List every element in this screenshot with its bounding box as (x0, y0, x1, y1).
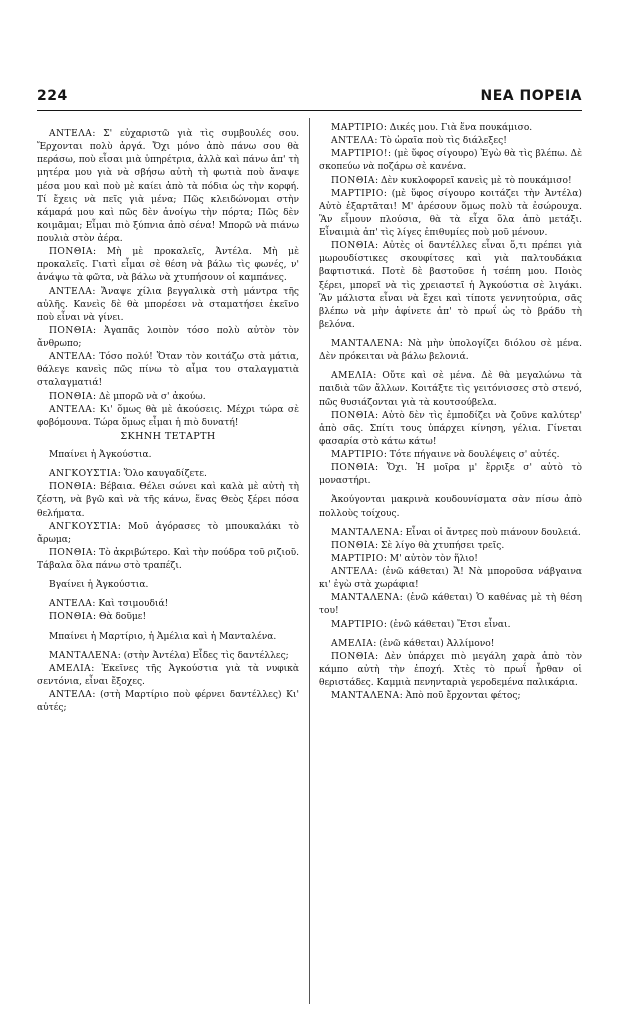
line-text: Τόσο πολύ! Ὅταν τὸν κοιτάζω στὰ μάτια, θάλεγε κανεὶς πῶς πίνω τὸ αἷμα του σταλαγματιὰ σταλαγματιά! (37, 352, 299, 389)
line-text: Αὐτὲς οἱ δαντέλλες εἶναι ὅ,τι πρέπει γιὰ μωρουδίστικες σκουφίτσες καὶ γιὰ παλτουδάκια βαφτιστικά. Ποτὲ δὲ βαστοῦσε ἡ τσέπη μου. Ποιὸς ξέρει, μπορεῖ νὰ τὶς χρειαστεῖ ἡ Ἀγκούστια σὲ λιγάκι. Ἂν μάλιστα εἶναι νὰ ἔχει καὶ τίποτε γεννητούρια, σᾶς βλέπω νὰ μὴν ἀφίνετε ἀπ' τὸ πρωΐ ὡς τὸ βράδυ τὴ βελόνα. (319, 241, 582, 330)
dialogue-line: ΠΟΝΘΙΑ: Αὐτὲς οἱ δαντέλλες εἶναι ὅ,τι πρέπει γιὰ μωρουδίστικες σκουφίτσες καὶ γιὰ παλτουδάκια βαφτιστικά. Ποτὲ δὲ βαστοῦσε ἡ τσέπη μου. Ποιὸς ξέρει, μπορεῖ νὰ τὶς χρειαστεῖ ἡ Ἀγκούστια σὲ λιγάκι. Ἂν μάλιστα εἶναι νὰ ἔχει καὶ τίποτε γεννητούρια, σᾶς βλέπω νὰ μὴν ἀφίνετε ἀπ' τὸ πρωΐ ὡς τὸ βράδυ τὴ βελόνα. (319, 241, 582, 330)
line-text: Οὔτε καὶ σὲ μένα. Δὲ θὰ μεγαλώνω τὰ παιδιὰ τῶν ἄλλων. Κοιτάξτε τὶς γειτόνισσες στὸ στενό, πῶς θυσιάζονται γιὰ τὰ κουτσούβελα. (319, 371, 582, 408)
dialogue-line: ΜΑΡΤΙΡΙΟ: Μ' αὐτὸν τὸν ἥλιο! (331, 553, 478, 564)
speaker-name: ΜΑΝΤΑΛΕΝΑ (49, 650, 118, 661)
line-text: Ἐκεῖνες τῆς Ἀγκούστια γιὰ τὰ νυφικὰ σεντόνια, εἶναι ἔξοχες. (37, 663, 299, 687)
speaker-name: ΠΟΝΘΙΑ (49, 247, 93, 258)
line-text: (ἐνῶ κάθεται) Ἀλλίμονο! (379, 638, 495, 649)
line-text: Δὲν κυκλοφορεῖ κανεὶς μὲ τὸ πουκάμισο! (380, 175, 572, 186)
line-text: Δὲ μπορῶ νὰ σ' ἀκούω. (98, 391, 206, 402)
dialogue-line: ΑΝΤΕΛΑ: (ἐνῶ κάθεται) Ἄ! Νὰ μποροῦσα νάβγαινα κι' ἐγὼ στὰ χωράφια! (319, 567, 582, 591)
scene-title: ΣΚΗΝΗ ΤΕΤΑΡΤΗ (120, 430, 216, 442)
line-text: Βέβαια. Θέλει σώνει καὶ καλὰ μὲ αὐτὴ τὴ ζέστη, νὰ βγῶ καὶ νὰ τῆς κάνω, ἕνας Θεὸς ξέρει πόσα θελήματα. (37, 482, 299, 519)
dialogue-line: ΠΟΝΘΙΑ: Αὐτὸ δὲν τὶς ἐμποδίζει νὰ ζοῦνε καλύτερ' ἀπὸ σᾶς. Σπίτι τους ὑπάρχει κίνηση, γέλια. Γίνεται φασαρία στὸ κάτω κάτω! (319, 410, 582, 447)
speaker-name: ΜΑΝΤΑΛΕΝΑ (331, 691, 400, 702)
speaker-name: ΑΝΓΚΟΥΣΤΙΑ (49, 469, 118, 480)
stage-direction: Βγαίνει ἡ Ἀγκούστια. (49, 580, 149, 591)
speaker-name: ΠΟΝΘΙΑ (331, 540, 375, 551)
speaker-name: ΜΑΝΤΑΛΕΝΑ (331, 527, 400, 538)
speaker-name: ΠΟΝΘΙΑ (331, 651, 375, 662)
speaker-name: ΑΝΤΕΛΑ (49, 404, 93, 415)
speaker-name: ΑΝΤΕΛΑ (49, 690, 93, 700)
line-text: (ἐνῶ κάθεται) Ἄ! Νὰ μποροῦσα νάβγαινα κι' ἐγὼ στὰ χωράφια! (319, 567, 582, 591)
left-column (37, 122, 299, 1002)
speaker-name: ΠΟΝΘΙΑ (49, 612, 93, 623)
dialogue-line: ΠΟΝΘΙΑ: Θὰ δοῦμε! (49, 612, 147, 623)
line-text: Μ' αὐτὸν τὸν ἥλιο! (389, 553, 478, 564)
speaker-name: ΑΜΕΛΙΑ (331, 371, 374, 382)
dialogue-line: ΜΑΝΤΑΛΕΝΑ: (στὴν Ἀντέλα) Εἶδες τὶς δαντέλλες; (49, 650, 289, 661)
speaker-name: ΠΟΝΘΙΑ (331, 410, 375, 421)
dialogue-line: ΑΝΤΕΛΑ: (στὴ Μαρτίριο ποὺ φέρνει δαντέλλες) Κι' αὐτές; (37, 690, 299, 714)
line-text: (ἐνῶ κάθεται) Ἔτσι εἶναι. (389, 619, 511, 630)
dialogue-line: ΑΝΤΕΛΑ: Ἄναψε χίλια βεγγαλικὰ στὴ μάντρα τῆς αὐλῆς. Κανεὶς δὲ θὰ μπορέσει νὰ σταματήσει ἐκεῖνο ποὺ εἶναι νὰ γίνει. (37, 286, 299, 323)
line-text: Σ' εὐχαριστῶ γιὰ τὶς συμβουλές σου. Ἔρχονται πολὺ ἀργά. Ὄχι μόνο ἀπὸ πάνω σου θὰ περάσω, ποὺ εἶσαι μιὰ ὑπηρέτρια, ἀλλὰ καὶ πάνω ἀπ' τὴ μητέρα μου γιὰ νὰ σβήσω αὐτὴ τὴ φωτιὰ ποὺ ἄναψε μέσα μου καὶ ποὺ μὲ καίει ἀπὸ τὰ πόδια ὡς τὴν κορφή. Τί ἔχεις νὰ πεῖς γιὰ μένα; Πῶς κλειδώνομαι στὴν κάμαρά μου καὶ πῶς δὲν ἀνοίγω τὴν πόρτα; Πῶς δὲν κοιμᾶμαι; Εἶμαι πιὸ ξύπνια ἀπὸ σένα! Μπορῶ νὰ πιάνω πουλιὰ στὸν ἀέρα. (37, 129, 299, 244)
dialogue-line: ΜΑΝΤΑΛΕΝΑ: Εἶναι οἱ ἄντρες ποὺ πιάνουν δουλειά. (331, 527, 581, 538)
speaker-name: ΜΑΡΤΙΡΙΟ (331, 123, 384, 133)
dialogue-line: ΠΟΝΘΙΑ: Δὲν κυκλοφορεῖ κανεὶς μὲ τὸ πουκάμισο! (331, 175, 572, 186)
dialogue-line: ΜΑΡΤΙΡΙΟ: Τότε πήγαινε νὰ δουλέψεις σ' αὐτές. (331, 450, 560, 460)
dialogue-line: ΠΟΝΘΙΑ: Δὲ μπορῶ νὰ σ' ἀκούω. (49, 391, 206, 402)
stage-direction: Μπαίνει ἡ Μαρτίριο, ἡ Ἀμέλια καὶ ἡ Μανταλένα. (49, 631, 277, 642)
dialogue-line: ΠΟΝΘΙΑ: Δὲν ὑπάρχει πιὸ μεγάλη χαρὰ ἀπὸ τὸν κάμπο αὐτὴ τὴν ἐποχή. Χτὲς τὸ πρωΐ ἦρθαν οἱ θεριστάδες. Καμμιὰ πενηνταριὰ γεροδεμένα παλικάρια. (319, 651, 582, 688)
header-rule (37, 110, 582, 111)
line-text: Ἀγαπᾶς λοιπὸν τόσο πολὺ αὐτὸν τὸν ἄνθρωπο; (37, 325, 299, 349)
dialogue-line: ΑΜΕΛΙΑ: (ἐνῶ κάθεται) Ἀλλίμονο! (331, 638, 495, 649)
speaker-name: ΠΟΝΘΙΑ (49, 391, 93, 402)
line-text: Νὰ μὴν ὑπολογίζει διόλου σὲ μένα. Δὲν πρόκειται νὰ βάλω βελονιά. (319, 339, 582, 363)
dialogue-line: ΠΟΝΘΙΑ: Ἀγαπᾶς λοιπὸν τόσο πολὺ αὐτὸν τὸν ἄνθρωπο; (37, 325, 299, 349)
line-text: Δικές μου. Γιὰ ἕνα πουκάμισο. (389, 123, 533, 133)
line-text: Θὰ δοῦμε! (98, 612, 147, 623)
speaker-name: ΜΑΡΤΙΡΙΟ (331, 450, 384, 460)
line-text: Κι' ὅμως θὰ μὲ ἀκούσεις. Μέχρι τώρα σὲ φοβόμουνα. Τώρα ὅμως εἶμαι ἡ πιὸ δυνατή! (37, 404, 299, 428)
speaker-name: ΠΟΝΘΙΑ (49, 325, 93, 336)
speaker-name: ΠΟΝΘΙΑ (331, 241, 375, 252)
dialogue-line: ΑΜΕΛΙΑ: Ἐκεῖνες τῆς Ἀγκούστια γιὰ τὰ νυφικὰ σεντόνια, εἶναι ἔξοχες. (37, 663, 299, 687)
dialogue-line: ΑΝΓΚΟΥΣΤΙΑ: Μοῦ ἀγόρασες τὸ μπουκαλάκι τὸ ἄρωμα; (37, 521, 299, 545)
line-text: Ὄχι. Ἡ μοῖρα μ' ἔρριξε σ' αὐτὸ τὸ μοναστήρι. (319, 463, 582, 487)
line-text: Τὸ ὡραῖα ποὺ τὶς διάλεξες! (380, 136, 507, 147)
line-text: Τότε πήγαινε νὰ δουλέψεις σ' αὐτές. (389, 450, 560, 460)
dialogue-line: ΜΑΡΤΙΡΙΟ: Δικές μου. Γιὰ ἕνα πουκάμισο. (331, 123, 533, 133)
dialogue-line: ΑΜΕΛΙΑ: Οὔτε καὶ σὲ μένα. Δὲ θὰ μεγαλώνω τὰ παιδιὰ τῶν ἄλλων. Κοιτάξτε τὶς γειτόνισσες στὸ στενό, πῶς θυσιάζονται γιὰ τὰ κουτσούβελα. (319, 371, 582, 408)
dialogue-line: ΜΑΝΤΑΛΕΝΑ: (ἐνῶ κάθεται) Ὁ καθένας μὲ τὴ θέση του! (319, 593, 582, 617)
dialogue-line: ΑΝΤΕΛΑ: Καὶ τσιμουδιά! (49, 599, 169, 610)
line-text: Τὸ ἀκριβώτερο. Καὶ τὴν πούδρα τοῦ ριζιοῦ. Τάβαλα ὅλα πάνω στὸ τραπέζι. (37, 547, 299, 571)
speaker-name: ΑΜΕΛΙΑ (49, 663, 92, 674)
speaker-name: ΠΟΝΘΙΑ (331, 463, 375, 474)
speaker-name: ΜΑΡΤΙΡΙΟ (331, 553, 384, 564)
line-text: Ὅλο καυγαδίζετε. (123, 469, 207, 480)
dialogue-line: ΜΑΡΤΙΡΙΟ: (ἐνῶ κάθεται) Ἔτσι εἶναι. (331, 619, 511, 630)
speaker-name: ΠΟΝΘΙΑ (49, 482, 93, 493)
line-text: Εἶναι οἱ ἄντρες ποὺ πιάνουν δουλειά. (405, 527, 581, 538)
speaker-name: ΑΝΤΕΛΑ (331, 136, 375, 147)
dialogue-line: ΑΝΤΕΛΑ: Τὸ ὡραῖα ποὺ τὶς διάλεξες! (331, 136, 507, 147)
dialogue-line: ΜΑΝΤΑΛΕΝΑ: Ἀπὸ ποῦ ἔρχονται φέτος; (331, 691, 521, 702)
dialogue-line: ΑΝΤΕΛΑ: Κι' ὅμως θὰ μὲ ἀκούσεις. Μέχρι τώρα σὲ φοβόμουνα. Τώρα ὅμως εἶμαι ἡ πιὸ δυνατή! (37, 404, 299, 428)
dialogue-line: ΠΟΝΘΙΑ: Βέβαια. Θέλει σώνει καὶ καλὰ μὲ αὐτὴ τὴ ζέστη, νὰ βγῶ καὶ νὰ τῆς κάνω, ἕνας Θεὸς ξέρει πόσα θελήματα. (37, 482, 299, 519)
line-text: (στὴν Ἀντέλα) Εἶδες τὶς δαντέλλες; (123, 650, 289, 661)
speaker-name: ΑΝΤΕΛΑ (49, 129, 93, 139)
speaker-name: ΜΑΡΤΙΡΙΟ! (331, 149, 388, 160)
line-text: Ἀπὸ ποῦ ἔρχονται φέτος; (405, 691, 521, 702)
page-number: 224 (37, 88, 68, 104)
speaker-name: ΠΟΝΘΙΑ (49, 547, 93, 558)
speaker-name: ΑΝΤΕΛΑ (49, 599, 93, 610)
line-text: Αὐτὸ δὲν τὶς ἐμποδίζει νὰ ζοῦνε καλύτερ' ἀπὸ σᾶς. Σπίτι τους ὑπάρχει κίνηση, γέλια. Γίνεται φασαρία στὸ κάτω κάτω! (319, 410, 582, 447)
speaker-name: ΠΟΝΘΙΑ (331, 175, 375, 186)
speaker-name: ΑΝΤΕΛΑ (49, 352, 93, 363)
dialogue-line: ΑΝΓΚΟΥΣΤΙΑ: Ὅλο καυγαδίζετε. (49, 469, 207, 480)
line-text: (στὴ Μαρτίριο ποὺ φέρνει δαντέλλες) Κι' αὐτές; (37, 690, 299, 714)
line-text: (μὲ ὕφος σίγουρο) Ἐγὼ θὰ τὶς βλέπω. Δὲ σκοπεύω νὰ ποζάρω σὲ κανένα. (319, 149, 582, 173)
running-head (37, 88, 582, 104)
line-text: Ἄναψε χίλια βεγγαλικὰ στὴ μάντρα τῆς αὐλῆς. Κανεὶς δὲ θὰ μπορέσει νὰ σταματήσει ἐκεῖνο ποὺ εἶναι νὰ γίνει. (37, 286, 299, 323)
dialogue-line: ΜΑΡΤΙΡΙΟ: (μὲ ὕφος σίγουρο κοιτάζει τὴν Ἀντέλα) Αὐτὸ ἐξαρτᾶται! Μ' ἀρέσουν ὅμως πολὺ τὰ ἐσώρουχα. Ἂν εἶμουν πλούσια, θὰ τὰ εἶχα ὅλα ἀπὸ μετάξι. Εἶναιμιὰ ἀπ' τὶς λίγες ἐπιθυμίες ποὺ μοῦ μένουν. (319, 188, 582, 238)
dialogue-line: ΑΝΤΕΛΑ: Σ' εὐχαριστῶ γιὰ τὶς συμβουλές σου. Ἔρχονται πολὺ ἀργά. Ὄχι μόνο ἀπὸ πάνω σου θὰ περάσω, ποὺ εἶσαι μιὰ ὑπηρέτρια, ἀλλὰ καὶ πάνω ἀπ' τὴ μητέρα μου γιὰ νὰ σβήσω αὐτὴ τὴ φωτιὰ ποὺ ἄναψε μέσα μου καὶ ποὺ μὲ καίει ἀπὸ τὰ πόδια ὡς τὴν κορφή. Τί ἔχεις νὰ πεῖς γιὰ μένα; Πῶς κλειδώνομαι στὴν κάμαρά μου καὶ πῶς δὲν ἀνοίγω τὴν πόρτα; Πῶς δὲν κοιμᾶμαι; Εἶμαι πιὸ ξύπνια ἀπὸ σένα! Μπορῶ νὰ πιάνω πουλιὰ στὸν ἀέρα. (37, 129, 299, 244)
speaker-name: ΑΝΤΕΛΑ (331, 567, 375, 577)
speaker-name: ΜΑΝΤΑΛΕΝΑ (331, 339, 400, 349)
line-text: (μὲ ὕφος σίγουρο κοιτάζει τὴν Ἀντέλα) Αὐτὸ ἐξαρτᾶται! Μ' ἀρέσουν ὅμως πολὺ τὰ ἐσώρουχα. Ἂν εἶμουν πλούσια, θὰ τὰ εἶχα ὅλα ἀπὸ μετάξι. Εἶναιμιὰ ἀπ' τὶς λίγες ἐπιθυμίες ποὺ μοῦ μένουν. (319, 188, 582, 238)
line-text: Σὲ λίγο θὰ χτυπήσει τρεῖς. (380, 540, 505, 551)
dialogue-line: ΑΝΤΕΛΑ: Τόσο πολύ! Ὅταν τὸν κοιτάζω στὰ μάτια, θάλεγε κανεὶς πῶς πίνω τὸ αἷμα του σταλαγματιὰ σταλαγματιά! (37, 352, 299, 389)
dialogue-line: ΜΑΡΤΙΡΙΟ!: (μὲ ὕφος σίγουρο) Ἐγὼ θὰ τὶς βλέπω. Δὲ σκοπεύω νὰ ποζάρω σὲ κανένα. (319, 149, 582, 173)
speaker-name: ΑΜΕΛΙΑ (331, 638, 374, 649)
stage-direction: Μπαίνει ἡ Ἀγκούστια. (49, 450, 152, 460)
line-text: Μὴ μὲ προκαλεῖς, Ἀντέλα. Μὴ μὲ προκαλεῖς. Γιατὶ εἶμαι σὲ θέση νὰ βάλω τὶς φωνές, ν' ἀνάψω τὰ φῶτα, νὰ βάλω νὰ χτυπήσουν οἱ καμπάνες. (37, 247, 299, 284)
speaker-name: ΜΑΝΤΑΛΕΝΑ (331, 593, 400, 604)
dialogue-line: ΠΟΝΘΙΑ: Ὄχι. Ἡ μοῖρα μ' ἔρριξε σ' αὐτὸ τὸ μοναστήρι. (319, 463, 582, 487)
dialogue-line: ΠΟΝΘΙΑ: Σὲ λίγο θὰ χτυπήσει τρεῖς. (331, 540, 505, 551)
speaker-name: ΜΑΡΤΙΡΙΟ (331, 619, 384, 630)
journal-title: ΝΕΑ ΠΟΡΕΙΑ (480, 88, 582, 104)
line-text: Δὲν ὑπάρχει πιὸ μεγάλη χαρὰ ἀπὸ τὸν κάμπο αὐτὴ τὴν ἐποχή. Χτὲς τὸ πρωΐ ἦρθαν οἱ θεριστάδες. Καμμιὰ πενηνταριὰ γεροδεμένα παλικάρια. (319, 651, 582, 688)
dialogue-line: ΜΑΝΤΑΛΕΝΑ: Νὰ μὴν ὑπολογίζει διόλου σὲ μένα. Δὲν πρόκειται νὰ βάλω βελονιά. (319, 339, 582, 363)
dialogue-line: ΠΟΝΘΙΑ: Τὸ ἀκριβώτερο. Καὶ τὴν πούδρα τοῦ ριζιοῦ. Τάβαλα ὅλα πάνω στὸ τραπέζι. (37, 547, 299, 571)
column-divider (309, 118, 310, 1004)
stage-direction: Ἀκούγονται μακρινὰ κουδουνίσματα σὰν πίσω ἀπὸ πολλοὺς τοίχους. (319, 495, 582, 519)
speaker-name: ΜΑΡΤΙΡΙΟ (331, 188, 384, 199)
speaker-name: ΑΝΤΕΛΑ (49, 286, 93, 297)
dialogue-line: ΠΟΝΘΙΑ: Μὴ μὲ προκαλεῖς, Ἀντέλα. Μὴ μὲ προκαλεῖς. Γιατὶ εἶμαι σὲ θέση νὰ βάλω τὶς φωνές, ν' ἀνάψω τὰ φῶτα, νὰ βάλω νὰ χτυπήσουν οἱ καμπάνες. (37, 247, 299, 284)
line-text: (ἐνῶ κάθεται) Ὁ καθένας μὲ τὴ θέση του! (319, 593, 582, 617)
right-column (319, 122, 582, 1002)
line-text: Καὶ τσιμουδιά! (98, 599, 169, 610)
speaker-name: ΑΝΓΚΟΥΣΤΙΑ (49, 521, 118, 532)
line-text: Μοῦ ἀγόρασες τὸ μπουκαλάκι τὸ ἄρωμα; (37, 521, 299, 545)
